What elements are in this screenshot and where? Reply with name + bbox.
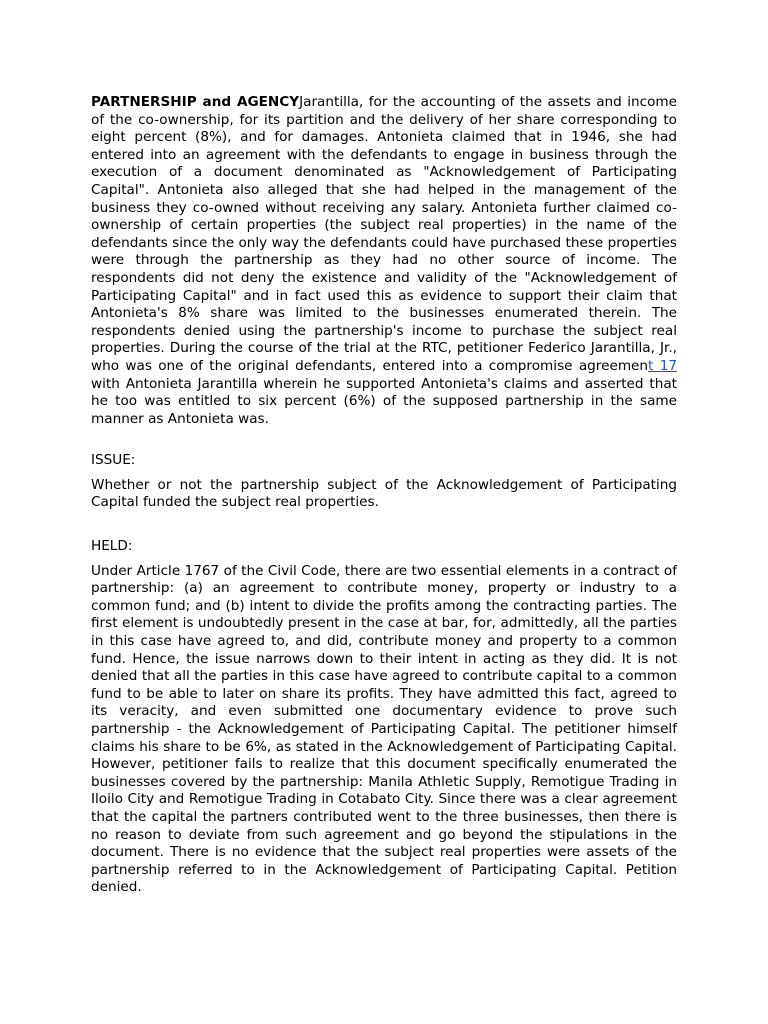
held-text: Under Article 1767 of the Civil Code, there are two essential elements in a contract of partnership: (a) an agreement to contribute money, property or industry to a common fund; and (b) intent to divide the profits among the contracting parties. The first element is undoubtedly present in the case at bar, for, admittedly, all the parties in this case have agreed to, and did, contribute money and property to a common fund. Hence, the issue narrows down to their intent in acting as they did. It is not denied that all the parties in this case have agreed to contribute capital to a common fund to be able to later on share its profits. They have admitted this fact, agreed to its veracity, and even submitted one documentary evidence to prove such partnership - the Acknowledgement of Participating Capital. The petitioner himself claims his share to be 6%, as stated in the Acknowledgement of Participating Capital. However, petitioner fails to realize that this document specifically enumerated the businesses covered by the partnership: Manila Athletic Supply, Remotigue Trading in Iloilo City and Remotigue Trading in Cotabato City. Since there was a clear agreement that the capital the partners contributed went to the three businesses, then there is no reason to deviate from such agreement and go beyond the stipulations in the document. There is no evidence that the subject real properties were assets of the partnership referred to in the Acknowledgement of Participating Capital. Petition denied. <box>91 562 677 896</box>
held-label: HELD: <box>91 538 133 555</box>
issue-text: Whether or not the partnership subject of the Acknowledgement of Participating Capital funded the subject real properties. <box>91 476 677 511</box>
facts-paragraph <box>91 94 677 428</box>
footnote-link[interactable]: t 17 <box>648 357 678 374</box>
case-heading: PARTNERSHIP and AGENCY <box>91 94 300 110</box>
facts-text-before-link: Jarantilla, for the accounting of the assets and income of the co-ownership, for its partition and the delivery of her share corresponding to eight percent (8%), and for damages. Antonieta claimed that in 1946, she had entered into an agreement with the defendants to engage in business through the execution of a document denominated as "Acknowledgement of Participating Capital". Antonieta also alleged that she had helped in the management of the business they co-owned without receiving any salary. Antonieta further claimed co-ownership of certain properties (the subject real properties) in the name of the defendants since the only way the defendants could have purchased these properties were through the partnership as they had no other source of income. The respondents did not deny the existence and validity of the "Acknowledgement of Participating Capital" and in fact used this as evidence to support their claim that Antonieta's 8% share was limited to the businesses enumerated therein. The respondents denied using the partnership's income to purchase the subject real properties. During the course of the trial at the RTC, petitioner Federico Jarantilla, Jr., who was one of the original defendants, entered into a compromise agreemen <box>91 94 678 374</box>
issue-label: ISSUE: <box>91 452 136 469</box>
document-body <box>91 94 677 897</box>
facts-text-after-link: with Antonieta Jarantilla wherein he supported Antonieta's claims and asserted that he too was entitled to six percent (6%) of the supposed partnership in the same manner as Antonieta was. <box>91 375 677 427</box>
